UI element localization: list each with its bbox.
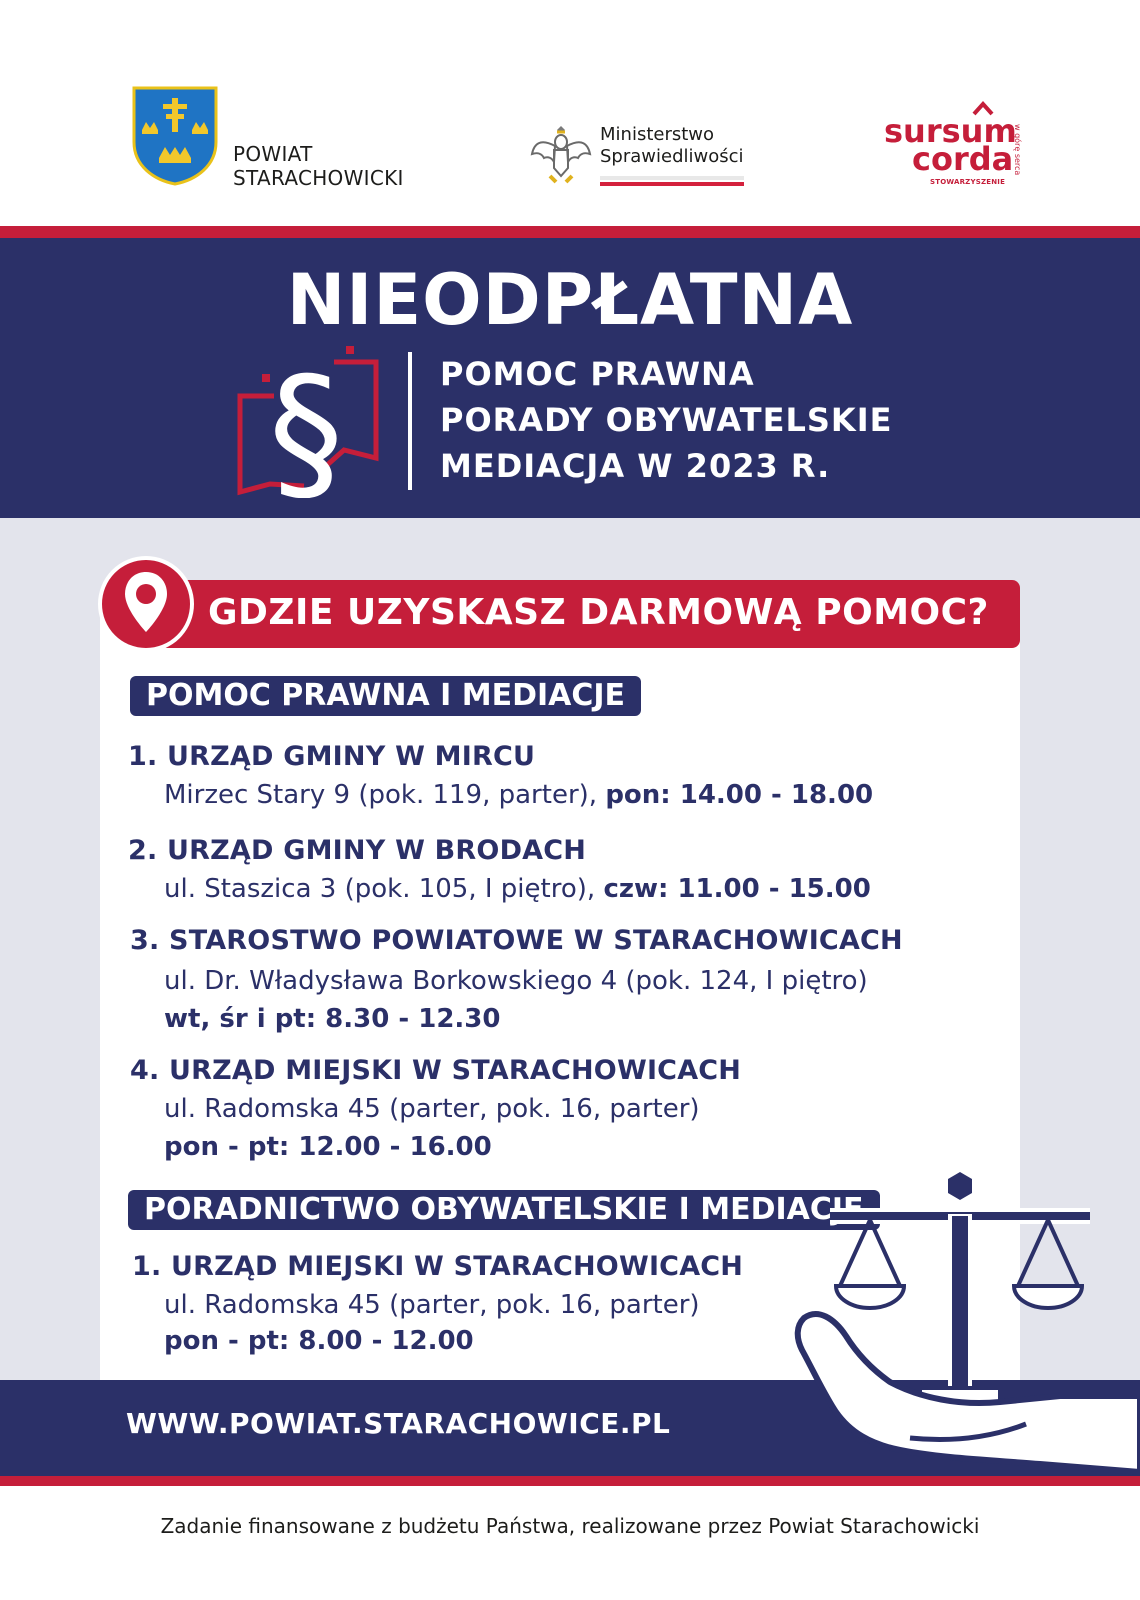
location-2-details: [164, 872, 871, 906]
question-heading: GDZIE UZYSKASZ DARMOWĄ POMOC?: [208, 592, 989, 633]
civic-location-1-title: 1. URZĄD MIEJSKI W STARACHOWICACH: [132, 1251, 744, 1282]
location-2-hours: czw: 11.00 - 15.00: [603, 874, 871, 904]
banner-title: NIEODPŁATNA: [286, 259, 854, 341]
banner-line-2: PORADY OBYWATELSKIE: [440, 401, 893, 439]
banner-line-3: MEDIACJA W 2023 R.: [440, 447, 831, 485]
corda-word: corda: [912, 140, 1014, 178]
location-4-hours: pon - pt: 12.00 - 16.00: [164, 1132, 492, 1162]
ministry-logo-text: [600, 124, 744, 168]
location-2-address: ul. Staszica 3 (pok. 105, I piętro),: [164, 874, 604, 904]
location-1-address: Mirzec Stary 9 (pok. 119, parter),: [164, 780, 606, 810]
location-4-title: 4. URZĄD MIEJSKI W STARACHOWICACH: [130, 1055, 742, 1086]
civic-location-1-address: ul. Radomska 45 (parter, pok. 16, parter): [164, 1290, 700, 1320]
banner-divider: [408, 352, 412, 490]
hand-with-scales-icon: [790, 1168, 1140, 1488]
location-1-title: 1. URZĄD GMINY W MIRCU: [128, 741, 536, 772]
location-4-address: ul. Radomska 45 (parter, pok. 16, parter): [164, 1094, 700, 1124]
website-url[interactable]: WWW.POWIAT.STARACHOWICE.PL: [126, 1407, 671, 1440]
location-1-hours: pon: 14.00 - 18.00: [605, 780, 874, 810]
powiat-line2: STARACHOWICKI: [233, 166, 404, 190]
powiat-line1: POWIAT: [233, 142, 313, 166]
location-pin-icon: [122, 570, 170, 636]
civic-location-1-hours: pon - pt: 8.00 - 12.00: [164, 1326, 474, 1356]
ministry-flag-red: [600, 182, 744, 186]
section-legal-aid-title: POMOC PRAWNA I MEDIACJE: [130, 676, 641, 716]
location-3-hours: wt, śr i pt: 8.30 - 12.30: [164, 1004, 501, 1034]
svg-text:§: §: [268, 346, 344, 498]
ministry-flag-white: [600, 176, 744, 180]
funding-note: Zadanie finansowane z budżetu Państwa, realizowane przez Powiat Starachowicki: [160, 1514, 980, 1538]
polish-eagle-icon: [530, 120, 592, 188]
banner-line-1: POMOC PRAWNA: [440, 355, 755, 393]
location-3-title: 3. STAROSTWO POWIATOWE W STARACHOWICACH: [130, 925, 903, 956]
location-1-details: [164, 778, 873, 812]
location-3-address: ul. Dr. Władysława Borkowskiego 4 (pok. 124, I piętro): [164, 966, 868, 996]
sursum-subtitle: STOWARZYSZENIE: [930, 178, 1006, 186]
ministry-line1: Ministerstwo: [600, 124, 715, 145]
sursum-vertical-text: w górę serca: [1013, 124, 1022, 176]
section-civic-advice-title: PORADNICTWO OBYWATELSKIE I MEDIACJE: [128, 1190, 880, 1230]
powiat-coat-of-arms: [132, 86, 218, 186]
location-2-title: 2. URZĄD GMINY W BRODACH: [128, 835, 587, 866]
top-red-line: [0, 226, 1140, 238]
sursum-word: sursum: [884, 112, 1017, 150]
paragraph-book-icon: [234, 346, 384, 498]
powiat-logo-text: [233, 142, 404, 190]
ministry-line2: Sprawiedliwości: [600, 146, 744, 167]
